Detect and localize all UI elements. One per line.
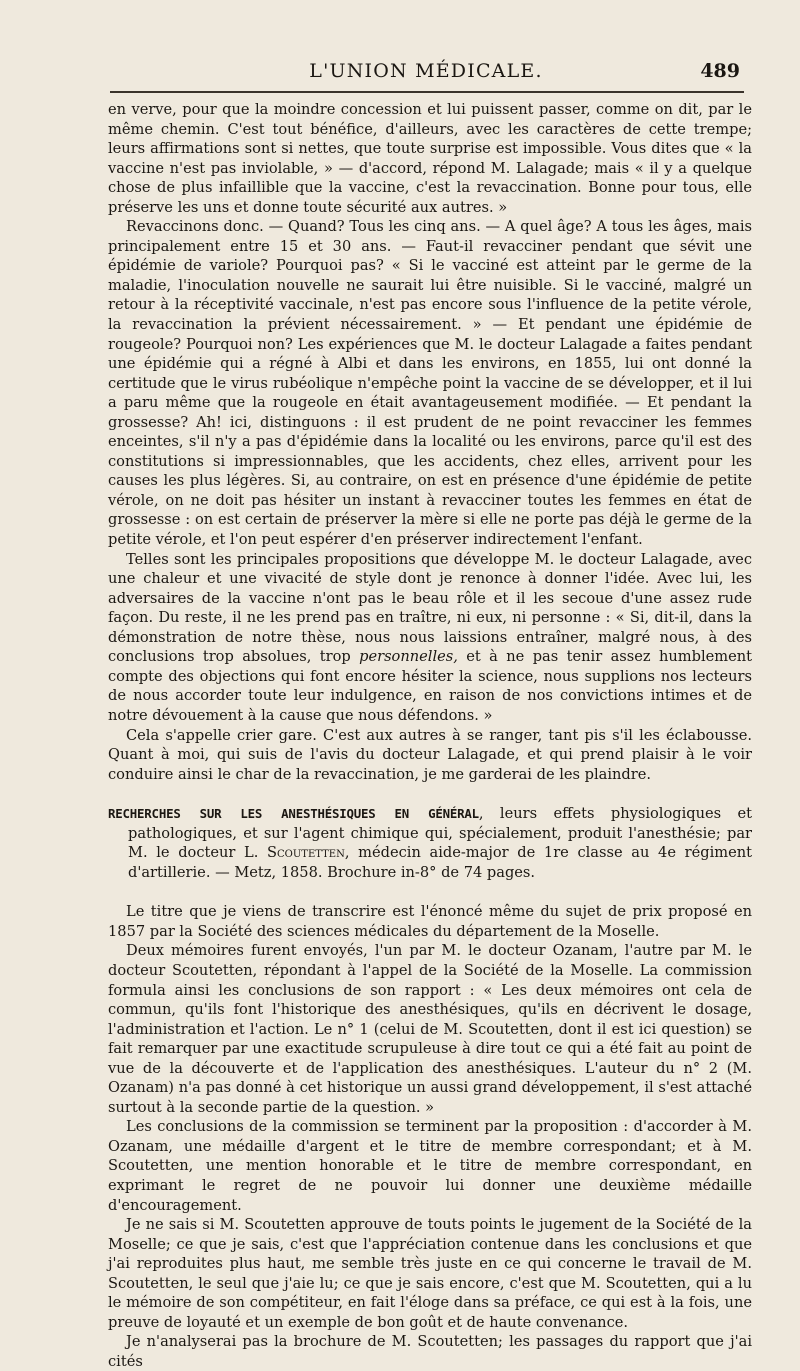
paragraph: Je ne sais si M. Scoutetten approuve de touts points le jugement de la Société de la Moselle; ce que je sais, c'est que l'appréciation contenue dans les conclusions et que j'ai reproduites plus haut, me semble très juste en ce qui concerne le travail de M. Scoutetten, le seul que j'aie lu; ce que je sais encore, c'est que M. Scoutetten, qui a lu le mémoire de son compétiteur, en fait l'éloge dans sa préface, ce qui est à la fois, une preuve de loyauté et un exemple de bon goût et de haute convenance. [108,1216,752,1331]
paragraph: Le titre que je viens de transcrire est l'énoncé même du sujet de prix proposé en 1857 par la Société des sciences médicales du département de la Moselle. [108,903,752,940]
paragraph: Cela s'appelle crier gare. C'est aux autres à se ranger, tant pis s'il les éclabousse. Quant à moi, qui suis de l'avis du docteur Lalagade, et qui prend plaisir à le voir conduire ainsi le char de la revaccination, je me garderai de les plaindre. [108,726,752,783]
header-rule [110,91,744,93]
book-details: , médecin aide-major de 1re classe au 4e régiment d'artillerie. — Metz, 1858. Brochure in-8° de 74 pages. [128,844,752,881]
running-header [112,60,740,90]
bibliography-entry [108,804,752,882]
paragraph-text: Telles sont les principales propositions que développe M. le docteur Lalagade, avec une chaleur et une vivacité de style dont je renonce à donner l'idée. Avec lui, les adversaires de la vaccine n'ont pas le beau rôle et il les secoue d'une assez rude façon. Du reste, il ne les prend pas en traître, ni eux, ni personne : « Si, dit-il, dans la démonstration de notre thèse, nous nous laissions entraîner, malgré nous, à des conclusions trop absolues, trop [108,550,752,666]
journal-title: L'UNION MÉDICALE. [309,60,543,82]
page-number: 489 [700,60,740,82]
book-author: L. Scoutetten [244,844,345,862]
paragraph: Je n'analyserai pas la brochure de M. Scoutetten; les passages du rapport que j'ai cités [108,1333,752,1370]
italic-text: personnelles, [359,648,458,666]
book-subtitle: , leurs effets physiologiques et pathologiques, et sur l'agent chimique qui, spécialement, produit l'anesthésie; par M. le docteur [128,805,753,862]
paragraph [108,550,752,726]
paragraph: Deux mémoires furent envoyés, l'un par M. le docteur Ozanam, l'autre par M. le docteur Scoutetten, répondant à l'appel de la Société de la Moselle. La commission formula ainsi les conclusions de son rapport : « Les deux mémoires ont cela de commun, qu'ils font l'historique des anesthésiques, qu'ils en décrivent le dosage, l'administration et l'action. Le n° 1 (celui de M. Scoutetten, dont il est ici question) se fait remarquer par une exactitude scrupuleuse à dire tout ce qui a été fait au point de vue de la découverte et de l'application des anesthésiques. L'auteur du n° 2 (M. Ozanam) n'a pas donné à cet historique un aussi grand développement, il s'est attaché surtout à la seconde partie de la question. » [108,942,752,1116]
article-body [108,100,752,1371]
paragraph: en verve, pour que la moindre concession et lui puissent passer, comme on dit, par le même chemin. C'est tout bénéfice, d'ailleurs, avec les caractères de cette trempe; leurs affirmations sont si nettes, que toute surprise est impossible. Vous dites que « la vaccine n'est pas inviolable, » — d'accord, répond M. Lalagade; mais « il y a quelque chose de plus infaillible que la vaccine, c'est la revaccination. Bonne pour tous, elle préserve les uns et donne toute sécurité aux autres. » [108,101,752,216]
paragraph: Les conclusions de la commission se terminent par la proposition : d'accorder à M. Ozanam, une médaille d'argent et le titre de membre correspondant; et à M. Scoutetten, une mention honorable et le titre de membre correspondant, en exprimant le regret de ne pouvoir lui donner une deuxième médaille d'encouragement. [108,1118,752,1214]
paragraph-text: et à ne pas tenir assez humblement compte des objections qui font encore hésiter la science, nous supplions nos lecteurs de nous accorder toute leur indulgence, en raison de nos convictions intimes et de notre dévouement à la cause que nous défendons. » [108,648,752,724]
book-title: RECHERCHES SUR LES ANESTHÉSIQUES EN GÉNÉRAL [108,806,479,822]
paragraph: Revaccinons donc. — Quand? Tous les cinq ans. — A quel âge? A tous les âges, mais principalement entre 15 et 30 ans. — Faut-il revacciner pendant que sévit une épidémie de variole? Pourquoi pas? « Si le vacciné est atteint par le germe de la maladie, l'inoculation nouvelle ne saurait lui être nuisible. Si le vacciné, malgré un retour à la réceptivité vaccinale, n'est pas encore sous l'influence de la petite vérole, la revaccination la prévient nécessairement. » — Et pendant une épidémie de rougeole? Pourquoi non? Les expériences que M. le docteur Lalagade a faites pendant une épidémie qui a régné à Albi et dans les environs, en 1855, lui ont donné la certitude que le virus rubéolique n'empêche point la vaccine de se développer, et il lui a paru même que la rougeole en était avantageusement modifiée. — Et pendant la grossesse? Ah! ici, distinguons : il est prudent de ne point revacciner les femmes enceintes, s'il n'y a pas d'épidémie dans la localité ou les environs, parce qu'il est des constitutions si impressionnables, que les accidents, chez elles, arrivent pour les causes les plus légères. Si, au contraire, on est en présence d'une épidémie de petite vérole, on ne doit pas hésiter un instant à revacciner toutes les femmes en état de grossesse : on est certain de préserver la mère si elle ne porte pas déjà le germe de la petite vérole, et l'on peut espérer d'en préserver indirectement l'enfant. [108,218,752,549]
section-gap [108,882,752,902]
section-gap [108,784,752,804]
